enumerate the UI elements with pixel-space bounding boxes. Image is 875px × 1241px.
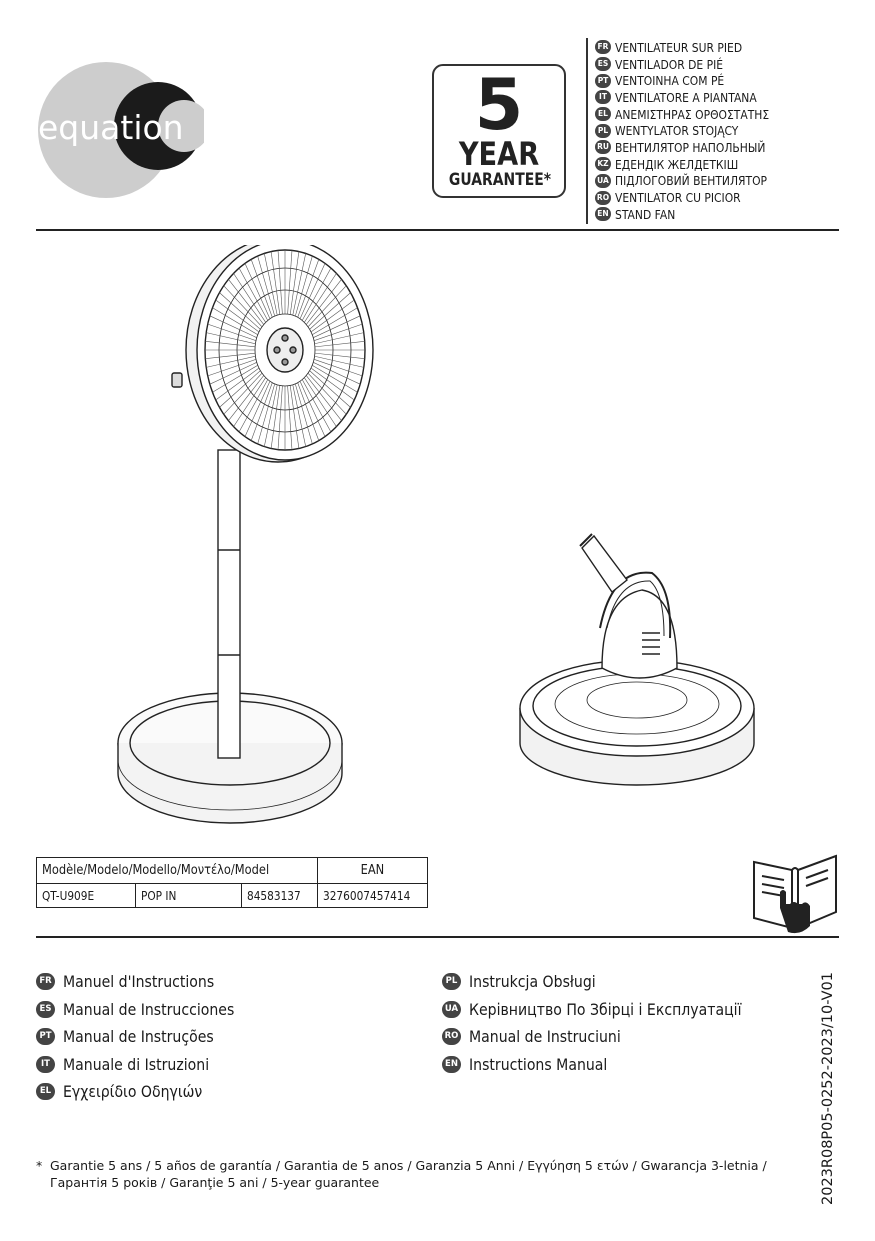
lang-code-badge: PL	[595, 124, 611, 138]
title-kz	[595, 156, 794, 173]
product-title: ЕДЕНДІК ЖЕЛДЕТКІШ	[615, 156, 739, 172]
stand-fan-illustration	[110, 245, 380, 835]
document-reference: 2023R08P05-0252-2023/10-V01	[820, 972, 836, 1205]
title-pt	[595, 72, 794, 89]
product-title: VENTILATEUR SUR PIED	[615, 39, 743, 55]
manual-title: Instrukcja Obsługi	[469, 972, 596, 992]
lang-code-badge: EL	[36, 1083, 55, 1100]
ref-cell	[242, 884, 318, 908]
footnote-line-2: Гарантія 5 років / Garanţie 5 ani / 5-year guarantee	[50, 1175, 380, 1190]
ean-value: 3276007457414	[323, 888, 411, 903]
title-ua	[595, 173, 794, 190]
guarantee-unit: YEAR	[458, 135, 540, 173]
title-divider	[586, 38, 588, 224]
title-pl	[595, 122, 794, 139]
guarantee-badge	[432, 64, 566, 198]
manual-ua	[442, 996, 779, 1024]
title-en	[595, 206, 794, 223]
lang-code-badge: IT	[36, 1056, 55, 1073]
manual-ro	[442, 1023, 779, 1051]
product-title: ΑΝΕΜΙΣΤΗΡΑΣ ΟΡΘΟΣΤΑΤΗΣ	[615, 106, 770, 122]
model-table	[36, 857, 428, 908]
product-ref: 84583137	[247, 888, 301, 903]
lang-code-badge: RO	[595, 191, 611, 205]
product-title: ВЕНТИЛЯТОР НАПОЛЬНЫЙ	[615, 139, 766, 155]
lang-code-badge: EN	[442, 1056, 461, 1073]
ean-cell	[318, 884, 428, 908]
title-el	[595, 106, 794, 123]
footnote-line-1: Garantie 5 ans / 5 años de garantía / Garantia de 5 anos / Garanzia 5 Anni / Εγγύηση 5 ετών / Gwarancja 3-letnia /	[50, 1158, 767, 1173]
title-es	[595, 56, 794, 73]
manual-title: Manuale di Istruzioni	[63, 1054, 210, 1074]
footnote-star: *	[36, 1158, 43, 1173]
title-it	[595, 89, 794, 106]
product-title: VENTOINHA COM PÉ	[615, 73, 725, 89]
manual-pt	[36, 1023, 258, 1051]
lang-code-badge: UA	[595, 174, 611, 188]
manual-pl	[442, 968, 779, 996]
lang-code-badge: UA	[442, 1001, 461, 1018]
manual-title: Εγχειρίδιο Οδηγιών	[63, 1082, 203, 1102]
product-title: VENTILADOR DE PIÉ	[615, 56, 724, 72]
model-code: QT-U909E	[42, 888, 95, 903]
header-divider	[36, 229, 839, 231]
title-fr	[595, 39, 794, 56]
lang-code-badge: IT	[595, 90, 611, 104]
manual-list-right	[442, 968, 779, 1078]
ean-header: EAN	[360, 863, 385, 878]
product-name: POP IN	[141, 888, 177, 903]
lang-code-badge: EN	[595, 207, 611, 221]
name-cell	[136, 884, 242, 908]
lang-code-badge: ES	[595, 57, 611, 71]
product-title: STAND FAN	[615, 206, 676, 222]
lang-code-badge: PL	[442, 973, 461, 990]
manual-title: Manual de Instruciuni	[469, 1027, 621, 1047]
product-title: VENTILATORE A PIANTANA	[615, 89, 757, 105]
lang-code-badge: RO	[442, 1028, 461, 1045]
manual-list-left	[36, 968, 258, 1106]
manual-title: Instructions Manual	[469, 1054, 608, 1074]
logo-text: equation	[38, 108, 184, 147]
lang-code-badge: FR	[36, 973, 55, 990]
guarantee-footnote	[36, 1157, 816, 1191]
manual-title: Manual de Instruções	[63, 1027, 214, 1047]
lang-code-badge: EL	[595, 107, 611, 121]
manual-fr	[36, 968, 258, 996]
manual-title: Manual de Instrucciones	[63, 999, 235, 1019]
read-manual-icon	[750, 848, 840, 936]
lang-code-badge: PT	[595, 74, 611, 88]
product-title: WENTYLATOR STOJĄCY	[615, 123, 739, 139]
lang-code-badge: RU	[595, 140, 611, 154]
manual-title: Керівництво По Збірці і Експлуатації	[469, 999, 742, 1019]
guarantee-label: GUARANTEE*	[448, 170, 552, 190]
lang-code-badge: KZ	[595, 157, 611, 171]
product-title: ПІДЛОГОВИЙ ВЕНТИЛЯТОР	[615, 173, 768, 189]
lang-code-badge: FR	[595, 40, 611, 54]
title-ru	[595, 139, 794, 156]
manual-title: Manuel d'Instructions	[63, 972, 215, 992]
table-divider	[36, 936, 839, 938]
lang-code-badge: PT	[36, 1028, 55, 1045]
manual-en	[442, 1051, 779, 1079]
ean-header-cell	[318, 858, 428, 884]
manual-it	[36, 1051, 258, 1079]
model-header-cell	[37, 858, 318, 884]
title-ro	[595, 189, 794, 206]
manual-es	[36, 996, 258, 1024]
model-header: Modèle/Modelo/Modello/Μοντέλο/Model	[42, 863, 270, 878]
product-title-list	[595, 39, 794, 223]
manual-el	[36, 1078, 258, 1106]
table-fan-illustration	[512, 528, 762, 788]
guarantee-years: 5	[474, 64, 524, 146]
lang-code-badge: ES	[36, 1001, 55, 1018]
model-cell	[37, 884, 136, 908]
product-title: VENTILATOR CU PICIOR	[615, 190, 741, 206]
